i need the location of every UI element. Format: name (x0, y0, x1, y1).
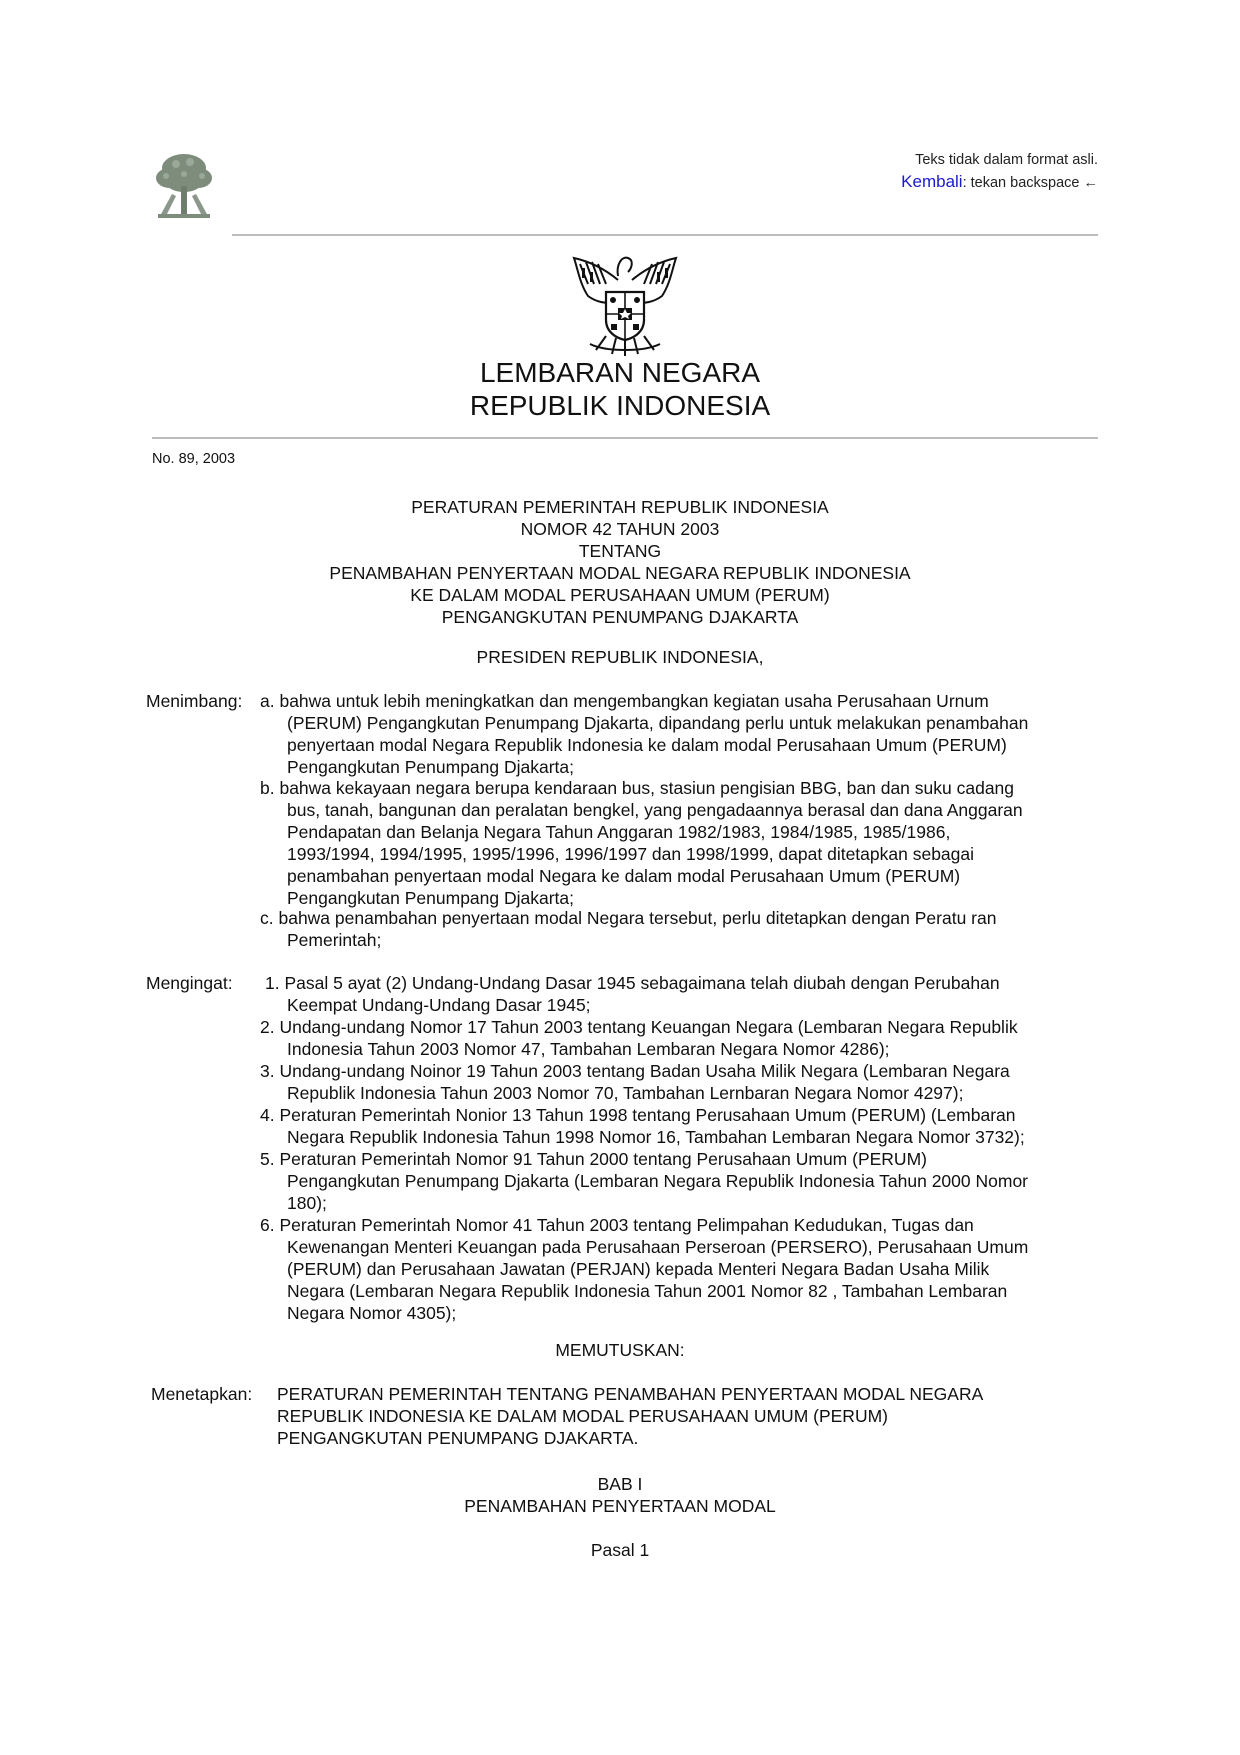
mengingat-item-5 (260, 1148, 1028, 1214)
item-line: Indonesia Tahun 2003 Nomor 47, Tambahan Lembaran Negara Nomor 4286); (287, 1039, 890, 1059)
mengingat-item-3 (260, 1060, 1028, 1104)
item-line: Keempat Undang-Undang Dasar 1945; (287, 995, 591, 1015)
menimbang-item-a (260, 690, 1028, 778)
menimbang-label: Menimbang: (146, 691, 243, 711)
chapter-title: PENAMBAHAN PENYERTAAN MODAL (464, 1496, 776, 1516)
item-line: Republik Indonesia Tahun 2003 Nomor 70, Tambahan Lernbaran Negara Nomor 4297); (287, 1083, 964, 1103)
masthead-line1: LEMBARAN NEGARA (479, 357, 761, 388)
item-line: Negara Republik Indonesia Tahun 1998 Nomor 16, Tambahan Lembaran Negara Nomor 3732); (287, 1127, 1025, 1147)
title-line: PENAMBAHAN PENYERTAAN MODAL NEGARA REPUBLIK INDONESIA (329, 563, 911, 583)
title-line: PENGANGKUTAN PENUMPANG DJAKARTA (441, 607, 799, 627)
menimbang-item-c (260, 907, 996, 951)
menetapkan-label: Menetapkan: (151, 1384, 253, 1404)
mengingat-list (260, 972, 1028, 1324)
masthead-divider (152, 437, 1098, 439)
item-line: Negara (Lembaran Negara Republik Indonesia Tahun 2001 Nomor 82 , Tambahan Lembaran (287, 1281, 1008, 1301)
item-line: Pengangkutan Penumpang Djakarta; (287, 888, 575, 908)
item-line: (PERUM) Pengangkutan Penumpang Djakarta, dipandang perlu untuk melakukan penambahan (287, 713, 1029, 733)
item-first-line: 4. Peraturan Pemerintah Nonior 13 Tahun 1998 tentang Perusahaan Umum (PERUM) (Lembaran (260, 1105, 1016, 1125)
menimbang-item-b (260, 777, 1023, 909)
masthead-line2: REPUBLIK INDONESIA (469, 390, 771, 421)
chapter-number: BAB I (597, 1474, 643, 1494)
item-line: Kewenangan Menteri Keuangan pada Perusahaan Perseroan (PERSERO), Perusahaan Umum (287, 1237, 1029, 1257)
item-first-line: a. bahwa untuk lebih meningkatkan dan mengembangkan kegiatan usaha Perusahaan Urnum (260, 691, 989, 711)
item-line: (PERUM) dan Perusahaan Jawatan (PERJAN) kepada Menteri Negara Badan Usaha Milik (287, 1259, 990, 1279)
back-link[interactable]: Kembali (901, 172, 963, 191)
item-line: Pendapatan dan Belanja Negara Tahun Anggaran 1982/1983, 1984/1985, 1985/1986, (287, 822, 951, 842)
title-line: PERATURAN PEMERINTAH REPUBLIK INDONESIA (411, 497, 829, 517)
item-first-line: 1. Pasal 5 ayat (2) Undang-Undang Dasar 1945 sebagaimana telah diubah dengan Perubahan (265, 973, 1000, 993)
mengingat-item-6 (260, 1214, 1028, 1324)
item-first-line: b. bahwa kekayaan negara berupa kendaraan bus, stasiun pengisian BBG, ban dan suku cadang (260, 778, 1015, 798)
item-first-line: 2. Undang-undang Nomor 17 Tahun 2003 tentang Keuangan Negara (Lembaran Negara Republik (260, 1017, 1018, 1037)
menetapkan-line: PERATURAN PEMERINTAH TENTANG PENAMBAHAN PENYERTAAN MODAL NEGARA (277, 1384, 984, 1404)
item-line: bus, tanah, bangunan dan peralatan bengkel, yang pengadaannya berasal dan dana Anggaran (287, 800, 1023, 820)
format-note (901, 150, 1098, 194)
item-line: Pengangkutan Penumpang Djakarta; (287, 757, 575, 777)
mengingat-item-1 (260, 972, 1028, 1016)
item-line: 1993/1994, 1994/1995, 1995/1996, 1996/1997 dan 1998/1999, dapat ditetapkan sebagai (287, 844, 975, 864)
article-heading: Pasal 1 (590, 1540, 650, 1560)
regulation-title (0, 496, 1240, 628)
chapter-heading (0, 1473, 1240, 1517)
title-line: NOMOR 42 TAHUN 2003 (520, 519, 720, 539)
mengingat-label: Mengingat: (146, 973, 233, 993)
tree-logo (152, 150, 216, 220)
title-line: KE DALAM MODAL PERUSAHAAN UMUM (PERUM) (410, 585, 830, 605)
item-line: penambahan penyertaan modal Negara ke dalam modal Perusahaan Umum (PERUM) (287, 866, 961, 886)
header-divider (232, 234, 1098, 236)
mengingat-item-2 (260, 1016, 1028, 1060)
document-number: No. 89, 2003 (152, 451, 236, 467)
item-line: Pengangkutan Penumpang Djakarta (Lembaran Negara Republik Indonesia Tahun 2000 Nomor (287, 1171, 1028, 1191)
item-line: penyertaan modal Negara Republik Indonesia ke dalam modal Perusahaan Umum (PERUM) (287, 735, 1007, 755)
masthead (0, 356, 1240, 422)
menetapkan-line: PENGANGKUTAN PENUMPANG DJAKARTA. (277, 1428, 639, 1448)
menetapkan-text (277, 1383, 983, 1449)
mengingat-item-4 (260, 1104, 1028, 1148)
item-line: Pemerintah; (287, 930, 382, 950)
back-row (901, 171, 1098, 194)
menetapkan-line: REPUBLIK INDONESIA KE DALAM MODAL PERUSAHAAN UMUM (PERUM) (277, 1406, 888, 1426)
format-note-text: Teks tidak dalam format asli. (915, 152, 1098, 168)
back-hint: : tekan backspace ← (962, 175, 1098, 191)
item-line: 180); (287, 1193, 327, 1213)
memutuskan-heading: MEMUTUSKAN: (555, 1340, 685, 1360)
title-line: TENTANG (578, 541, 662, 561)
item-first-line: c. bahwa penambahan penyertaan modal Negara tersebut, perlu ditetapkan dengan Peratu ran (260, 908, 997, 928)
item-line: Negara Nomor 4305); (287, 1303, 457, 1323)
garuda-emblem (566, 240, 684, 360)
item-first-line: 6. Peraturan Pemerintah Nomor 41 Tahun 2003 tentang Pelimpahan Kedudukan, Tugas dan (260, 1215, 974, 1235)
presiden-heading: PRESIDEN REPUBLIK INDONESIA, (476, 647, 764, 667)
item-first-line: 5. Peraturan Pemerintah Nomor 91 Tahun 2000 tentang Perusahaan Umum (PERUM) (260, 1149, 927, 1169)
item-first-line: 3. Undang-undang Noinor 19 Tahun 2003 tentang Badan Usaha Milik Negara (Lembaran Negara (260, 1061, 1010, 1081)
